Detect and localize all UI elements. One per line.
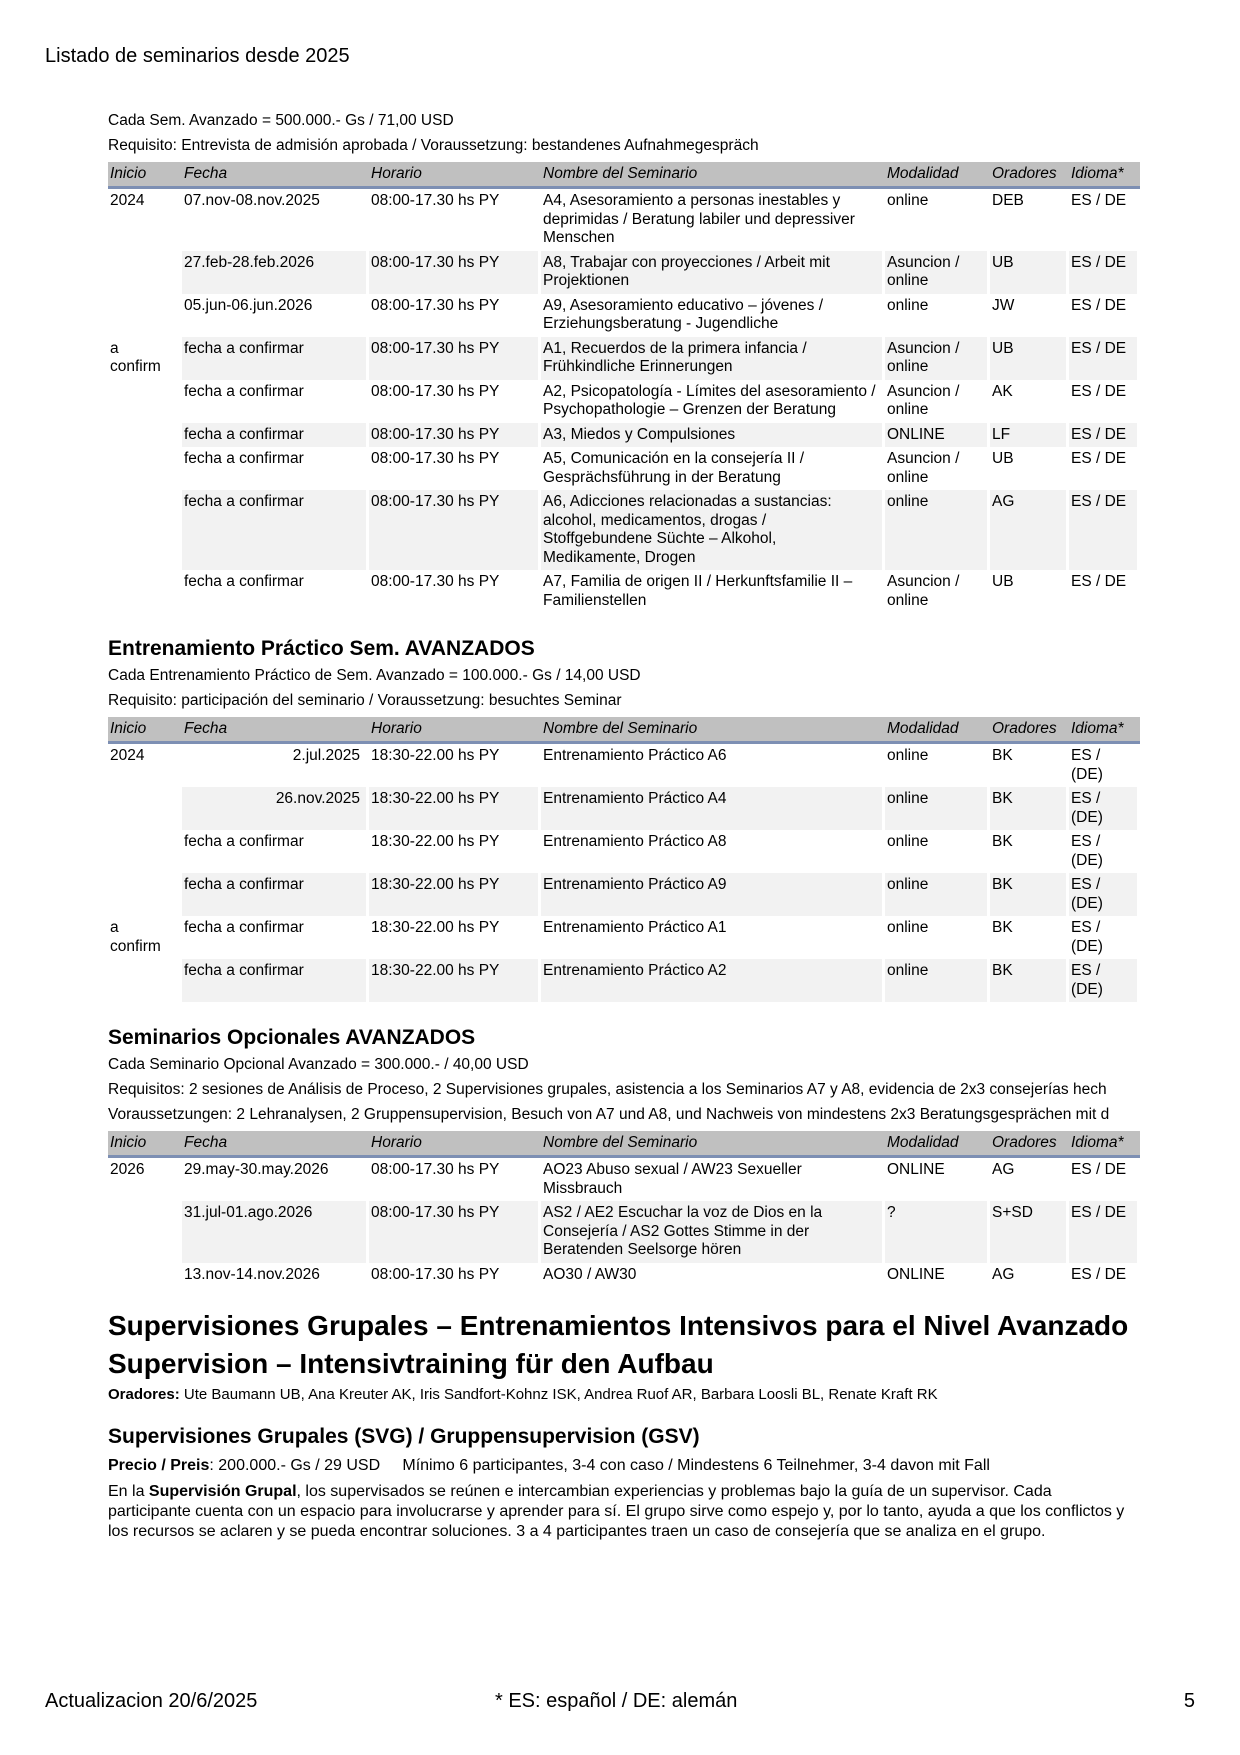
cell-inicio (108, 873, 182, 916)
cell-fecha: 29.may-30.may.2026 (182, 1158, 369, 1201)
cell-horario: 08:00-17.30 hs PY (369, 380, 541, 423)
cell-fecha: 07.nov-08.nov.2025 (182, 189, 369, 251)
cell-horario: 18:30-22.00 hs PY (369, 744, 541, 787)
cell-horario: 08:00-17.30 hs PY (369, 570, 541, 613)
cell-nombre: AO23 Abuso sexual / AW23 Sexueller Missbrauch (541, 1158, 885, 1201)
cell-fecha: fecha a confirmar (182, 337, 369, 380)
svg-title: Supervisiones Grupales (SVG) / Gruppensupervision (GSV) (108, 1425, 700, 1448)
footer-language-note: * ES: español / DE: alemán (495, 1690, 738, 1712)
section3-title: Seminarios Opcionales AVANZADOS (108, 1026, 476, 1049)
cell-nombre: Entrenamiento Práctico A9 (541, 873, 885, 916)
svg-price (108, 1457, 1140, 1475)
column-header-fecha: Fecha (182, 717, 369, 744)
cell-idioma: ES / DE (1069, 380, 1140, 423)
cell-inicio (108, 294, 182, 337)
column-header-inicio: Inicio (108, 1131, 182, 1158)
column-header-nombre: Nombre del Seminario (541, 162, 885, 189)
cell-fecha: 13.nov-14.nov.2026 (182, 1263, 369, 1288)
section2-title: Entrenamiento Práctico Sem. AVANZADOS (108, 637, 535, 660)
cell-idioma: ES / DE (1069, 1201, 1140, 1263)
cell-idioma: ES / DE (1069, 189, 1140, 251)
cell-fecha: 26.nov.2025 (182, 787, 369, 830)
cell-modalidad: online (885, 787, 990, 830)
cell-inicio (108, 830, 182, 873)
cell-nombre: Entrenamiento Práctico A1 (541, 916, 885, 959)
cell-nombre: A7, Familia de origen II / Herkunftsfamilie II – Familienstellen (541, 570, 885, 613)
cell-idioma: ES / DE (1069, 294, 1140, 337)
table-row (108, 570, 1140, 613)
column-header-oradores: Oradores (990, 717, 1069, 744)
cell-nombre: Entrenamiento Práctico A6 (541, 744, 885, 787)
cell-nombre: A4, Asesoramiento a personas inestables y deprimidas / Beratung labiler und depressiver Menschen (541, 189, 885, 251)
cell-fecha: fecha a confirmar (182, 447, 369, 490)
table-row (108, 1263, 1140, 1288)
cell-inicio: a confirm (108, 916, 182, 959)
cell-inicio (108, 447, 182, 490)
column-header-inicio: Inicio (108, 717, 182, 744)
section2-price: Cada Entrenamiento Práctico de Sem. Avanzado = 100.000.- Gs / 14,00 USD (108, 667, 641, 684)
table-row (108, 423, 1140, 448)
cell-horario: 08:00-17.30 hs PY (369, 294, 541, 337)
cell-fecha: fecha a confirmar (182, 916, 369, 959)
participants: Mínimo 6 participantes, 3-4 con caso / Mindestens 6 Teilnehmer, 3-4 davon mit Fall (402, 1457, 990, 1474)
cell-fecha: 27.feb-28.feb.2026 (182, 251, 369, 294)
supervision-title-de: Supervision – Intensivtraining für den Aufbau (108, 1348, 714, 1379)
cell-oradores: UB (990, 337, 1069, 380)
cell-idioma: ES / (DE) (1069, 830, 1140, 873)
page-content (108, 112, 1140, 1542)
cell-horario: 08:00-17.30 hs PY (369, 490, 541, 570)
cell-oradores: BK (990, 830, 1069, 873)
cell-nombre: A6, Adicciones relacionadas a sustancias: alcohol, medicamentos, drogas / Stoffgebundene Süchte – Alkohol, Medikamente, Drogen (541, 490, 885, 570)
table-row (108, 873, 1140, 916)
cell-oradores: AG (990, 1158, 1069, 1201)
cell-idioma: ES / DE (1069, 447, 1140, 490)
section1-requirement: Requisito: Entrevista de admisión aprobada / Voraussetzung: bestandenes Aufnahmegespräch (108, 137, 759, 154)
cell-inicio (108, 251, 182, 294)
cell-fecha: 2.jul.2025 (182, 744, 369, 787)
cell-idioma: ES / DE (1069, 490, 1140, 570)
cell-inicio (108, 423, 182, 448)
section1-price: Cada Sem. Avanzado = 500.000.- Gs / 71,00 USD (108, 112, 454, 129)
cell-nombre: Entrenamiento Práctico A8 (541, 830, 885, 873)
cell-modalidad: ONLINE (885, 423, 990, 448)
cell-inicio: 2026 (108, 1158, 182, 1201)
column-header-modalidad: Modalidad (885, 717, 990, 744)
cell-nombre: A1, Recuerdos de la primera infancia / Frühkindliche Erinnerungen (541, 337, 885, 380)
cell-inicio (108, 490, 182, 570)
column-header-modalidad: Modalidad (885, 1131, 990, 1158)
cell-nombre: A2, Psicopatología - Límites del asesoramiento / Psychopathologie – Grenzen der Beratung (541, 380, 885, 423)
cell-oradores: BK (990, 916, 1069, 959)
cell-idioma: ES / DE (1069, 1263, 1140, 1288)
cell-horario: 18:30-22.00 hs PY (369, 873, 541, 916)
cell-inicio: 2024 (108, 744, 182, 787)
cell-modalidad: ONLINE (885, 1263, 990, 1288)
column-header-oradores: Oradores (990, 1131, 1069, 1158)
cell-idioma: ES / DE (1069, 337, 1140, 380)
cell-modalidad: Asuncion / online (885, 447, 990, 490)
cell-horario: 08:00-17.30 hs PY (369, 423, 541, 448)
speakers-label: Oradores: (108, 1386, 180, 1403)
cell-horario: 18:30-22.00 hs PY (369, 959, 541, 1002)
cell-oradores: UB (990, 251, 1069, 294)
section3-price: Cada Seminario Opcional Avanzado = 300.000.- / 40,00 USD (108, 1056, 529, 1073)
cell-fecha: fecha a confirmar (182, 959, 369, 1002)
cell-nombre: A8, Trabajar con proyecciones / Arbeit mit Projektionen (541, 251, 885, 294)
table-row (108, 189, 1140, 251)
price-label: Precio / Preis (108, 1457, 210, 1474)
table-row (108, 447, 1140, 490)
cell-modalidad: Asuncion / online (885, 380, 990, 423)
cell-nombre: Entrenamiento Práctico A2 (541, 959, 885, 1002)
cell-modalidad: online (885, 830, 990, 873)
supervision-title-es: Supervisiones Grupales – Entrenamientos Intensivos para el Nivel Avanzado (108, 1310, 1129, 1341)
cell-nombre: Entrenamiento Práctico A4 (541, 787, 885, 830)
cell-modalidad: online (885, 189, 990, 251)
table-row (108, 1158, 1140, 1201)
page-header-title: Listado de seminarios desde 2025 (45, 45, 350, 67)
svg-description (108, 1482, 1128, 1542)
cell-oradores: LF (990, 423, 1069, 448)
cell-fecha: fecha a confirmar (182, 830, 369, 873)
seminar-table-practice (108, 717, 1140, 1002)
cell-horario: 18:30-22.00 hs PY (369, 830, 541, 873)
table-row (108, 1201, 1140, 1263)
cell-oradores: UB (990, 570, 1069, 613)
table-row (108, 959, 1140, 1002)
cell-fecha: 31.jul-01.ago.2026 (182, 1201, 369, 1263)
cell-oradores: AG (990, 1263, 1069, 1288)
cell-idioma: ES / (DE) (1069, 787, 1140, 830)
cell-inicio (108, 1201, 182, 1263)
table-row (108, 490, 1140, 570)
cell-oradores: BK (990, 959, 1069, 1002)
cell-idioma: ES / DE (1069, 423, 1140, 448)
cell-inicio (108, 380, 182, 423)
cell-modalidad: online (885, 490, 990, 570)
table-row (108, 380, 1140, 423)
cell-idioma: ES / (DE) (1069, 873, 1140, 916)
cell-fecha: fecha a confirmar (182, 423, 369, 448)
table-row (108, 251, 1140, 294)
cell-oradores: BK (990, 787, 1069, 830)
cell-fecha: fecha a confirmar (182, 380, 369, 423)
cell-modalidad: Asuncion / online (885, 251, 990, 294)
cell-oradores: AG (990, 490, 1069, 570)
cell-horario: 08:00-17.30 hs PY (369, 337, 541, 380)
footer-updated: Actualizacion 20/6/2025 (45, 1690, 258, 1712)
seminar-table-advanced (108, 162, 1140, 613)
cell-modalidad: Asuncion / online (885, 570, 990, 613)
cell-inicio: a confirm (108, 337, 182, 380)
cell-nombre: AO30 / AW30 (541, 1263, 885, 1288)
cell-modalidad: ONLINE (885, 1158, 990, 1201)
cell-horario: 08:00-17.30 hs PY (369, 1263, 541, 1288)
cell-inicio (108, 959, 182, 1002)
table-row (108, 787, 1140, 830)
cell-horario: 08:00-17.30 hs PY (369, 189, 541, 251)
cell-inicio: 2024 (108, 189, 182, 251)
cell-modalidad: ? (885, 1201, 990, 1263)
table-row (108, 744, 1140, 787)
column-header-fecha: Fecha (182, 162, 369, 189)
cell-nombre: AS2 / AE2 Escuchar la voz de Dios en la Consejería / AS2 Gottes Stimme in der Beratenden Seelsorge hören (541, 1201, 885, 1263)
column-header-horario: Horario (369, 162, 541, 189)
seminar-table-optional (108, 1131, 1140, 1287)
cell-idioma: ES / (DE) (1069, 744, 1140, 787)
footer-page-number: 5 (1183, 1690, 1195, 1712)
speakers-list: Ute Baumann UB, Ana Kreuter AK, Iris Sandfort-Kohnz ISK, Andrea Ruof AR, Barbara Loosli BL, Renate Kraft RK (179, 1386, 938, 1403)
table-row (108, 830, 1140, 873)
section2-requirement: Requisito: participación del seminario / Voraussetzung: besuchtes Seminar (108, 692, 622, 709)
description-bold: Supervisión Grupal (148, 1483, 297, 1500)
cell-modalidad: online (885, 916, 990, 959)
cell-horario: 18:30-22.00 hs PY (369, 787, 541, 830)
cell-nombre: A9, Asesoramiento educativo – jóvenes / Erziehungsberatung - Jugendliche (541, 294, 885, 337)
table-row (108, 294, 1140, 337)
cell-idioma: ES / DE (1069, 1158, 1140, 1201)
column-header-inicio: Inicio (108, 162, 182, 189)
section3-requirement-de: Voraussetzungen: 2 Lehranalysen, 2 Gruppensupervision, Besuch von A7 und A8, und Nachweis von mindestens 2x3 Beratungsgesprächen mit d (108, 1106, 1110, 1123)
cell-fecha: fecha a confirmar (182, 570, 369, 613)
column-header-horario: Horario (369, 717, 541, 744)
cell-horario: 08:00-17.30 hs PY (369, 447, 541, 490)
cell-idioma: ES / DE (1069, 251, 1140, 294)
cell-oradores: AK (990, 380, 1069, 423)
cell-nombre: A3, Miedos y Compulsiones (541, 423, 885, 448)
cell-horario: 18:30-22.00 hs PY (369, 916, 541, 959)
cell-oradores: S+SD (990, 1201, 1069, 1263)
column-header-idioma: Idioma* (1069, 1131, 1140, 1158)
cell-modalidad: online (885, 959, 990, 1002)
cell-fecha: fecha a confirmar (182, 873, 369, 916)
column-header-idioma: Idioma* (1069, 717, 1140, 744)
cell-horario: 08:00-17.30 hs PY (369, 251, 541, 294)
cell-oradores: JW (990, 294, 1069, 337)
column-header-oradores: Oradores (990, 162, 1069, 189)
cell-oradores: DEB (990, 189, 1069, 251)
price-value: : 200.000.- Gs / 29 USD (209, 1457, 381, 1474)
table-row (108, 337, 1140, 380)
cell-fecha: fecha a confirmar (182, 490, 369, 570)
cell-modalidad: Asuncion / online (885, 337, 990, 380)
column-header-modalidad: Modalidad (885, 162, 990, 189)
cell-horario: 08:00-17.30 hs PY (369, 1201, 541, 1263)
cell-horario: 08:00-17.30 hs PY (369, 1158, 541, 1201)
column-header-nombre: Nombre del Seminario (541, 1131, 885, 1158)
column-header-horario: Horario (369, 1131, 541, 1158)
cell-oradores: UB (990, 447, 1069, 490)
cell-modalidad: online (885, 294, 990, 337)
section3-requirement-es: Requisitos: 2 sesiones de Análisis de Proceso, 2 Supervisiones grupales, asistencia a los Seminarios A7 y A8, evidencia de 2x3 consejerías hech (108, 1081, 1107, 1098)
description-part-2: , los supervisados se reúnen e intercambian experiencias y problemas bajo la guía de un supervisor. Cada participante cuenta con un espacio para involucrarse y aprender para sí. El grupo sirve como espejo y, por lo tanto, ayuda a que los conflictos y los recursos se aclaren y se pueda encontrar soluciones. 3 a 4 participantes traen un caso de consejería que se analiza en el grupo. (108, 1483, 1125, 1540)
cell-idioma: ES / (DE) (1069, 916, 1140, 959)
cell-modalidad: online (885, 744, 990, 787)
table-row (108, 916, 1140, 959)
column-header-fecha: Fecha (182, 1131, 369, 1158)
cell-nombre: A5, Comunicación en la consejería II / Gesprächsführung in der Beratung (541, 447, 885, 490)
column-header-idioma: Idioma* (1069, 162, 1140, 189)
cell-modalidad: online (885, 873, 990, 916)
cell-oradores: BK (990, 744, 1069, 787)
cell-inicio (108, 570, 182, 613)
cell-inicio (108, 1263, 182, 1288)
supervision-speakers (108, 1386, 1140, 1403)
cell-idioma: ES / (DE) (1069, 959, 1140, 1002)
cell-oradores: BK (990, 873, 1069, 916)
description-part-1: En la (108, 1483, 149, 1500)
cell-fecha: 05.jun-06.jun.2026 (182, 294, 369, 337)
column-header-nombre: Nombre del Seminario (541, 717, 885, 744)
cell-idioma: ES / DE (1069, 570, 1140, 613)
cell-inicio (108, 787, 182, 830)
